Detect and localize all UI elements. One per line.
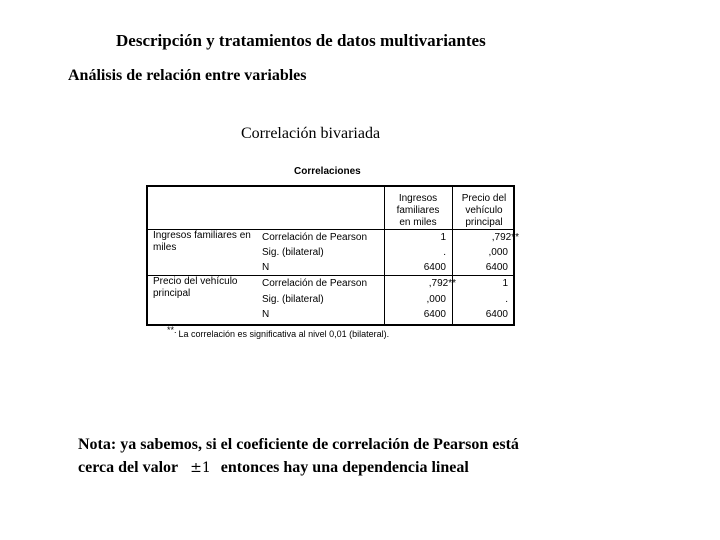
note-line-2	[78, 456, 519, 480]
column-header-income: Ingresos familiares en miles	[396, 193, 440, 228]
table-cell: 6400	[423, 309, 446, 320]
footnote-text: La correlación es significativa al nivel 0,01 (bilateral).	[178, 329, 390, 339]
stat-label: Sig. (bilateral)	[262, 294, 324, 305]
note-line-1: Nota: ya sabemos, si el coeficiente de correlación de Pearson está	[78, 436, 519, 453]
footnote-mark: **.	[167, 325, 177, 335]
table-cell: .	[505, 294, 508, 305]
table-cell: 6400	[423, 262, 446, 273]
table-caption: Correlaciones	[294, 166, 361, 177]
stat-label: Correlación de Pearson	[262, 232, 368, 243]
table-cell: .	[443, 247, 446, 258]
page-subtitle: Análisis de relación entre variables	[68, 67, 307, 84]
row-label-price: Precio del vehículo principal	[153, 276, 238, 299]
table-cell: ,792**	[491, 232, 519, 243]
correlations-table	[146, 185, 519, 326]
table-footnote	[167, 325, 390, 339]
stat-label: Sig. (bilateral)	[262, 247, 324, 258]
row-label-income: Ingresos familiares en miles	[153, 230, 251, 253]
table-cell: ,000	[488, 247, 508, 258]
section-heading: Correlación bivariada	[241, 125, 381, 142]
note-line-2-end: entonces hay una dependencia lineal	[220, 459, 469, 476]
table-cell: 1	[440, 232, 446, 243]
table-cell: 1	[502, 278, 508, 289]
table-cell: 6400	[485, 262, 508, 273]
table-cell: ,000	[426, 294, 446, 305]
stat-label: N	[262, 262, 270, 273]
table-divider	[384, 187, 385, 324]
column-header-price: Precio del vehículo principal	[461, 193, 507, 228]
stat-label: N	[262, 309, 270, 320]
stat-label: Correlación de Pearson	[262, 278, 368, 289]
table-divider	[452, 187, 453, 324]
note-paragraph	[78, 433, 519, 480]
plus-minus-one-symbol: ±1	[190, 460, 211, 476]
note-line-2-start: cerca del valor	[78, 459, 179, 476]
table-cell: ,792**	[428, 278, 456, 289]
page-title: Descripción y tratamientos de datos multivariantes	[116, 31, 486, 50]
table-cell: 6400	[485, 309, 508, 320]
